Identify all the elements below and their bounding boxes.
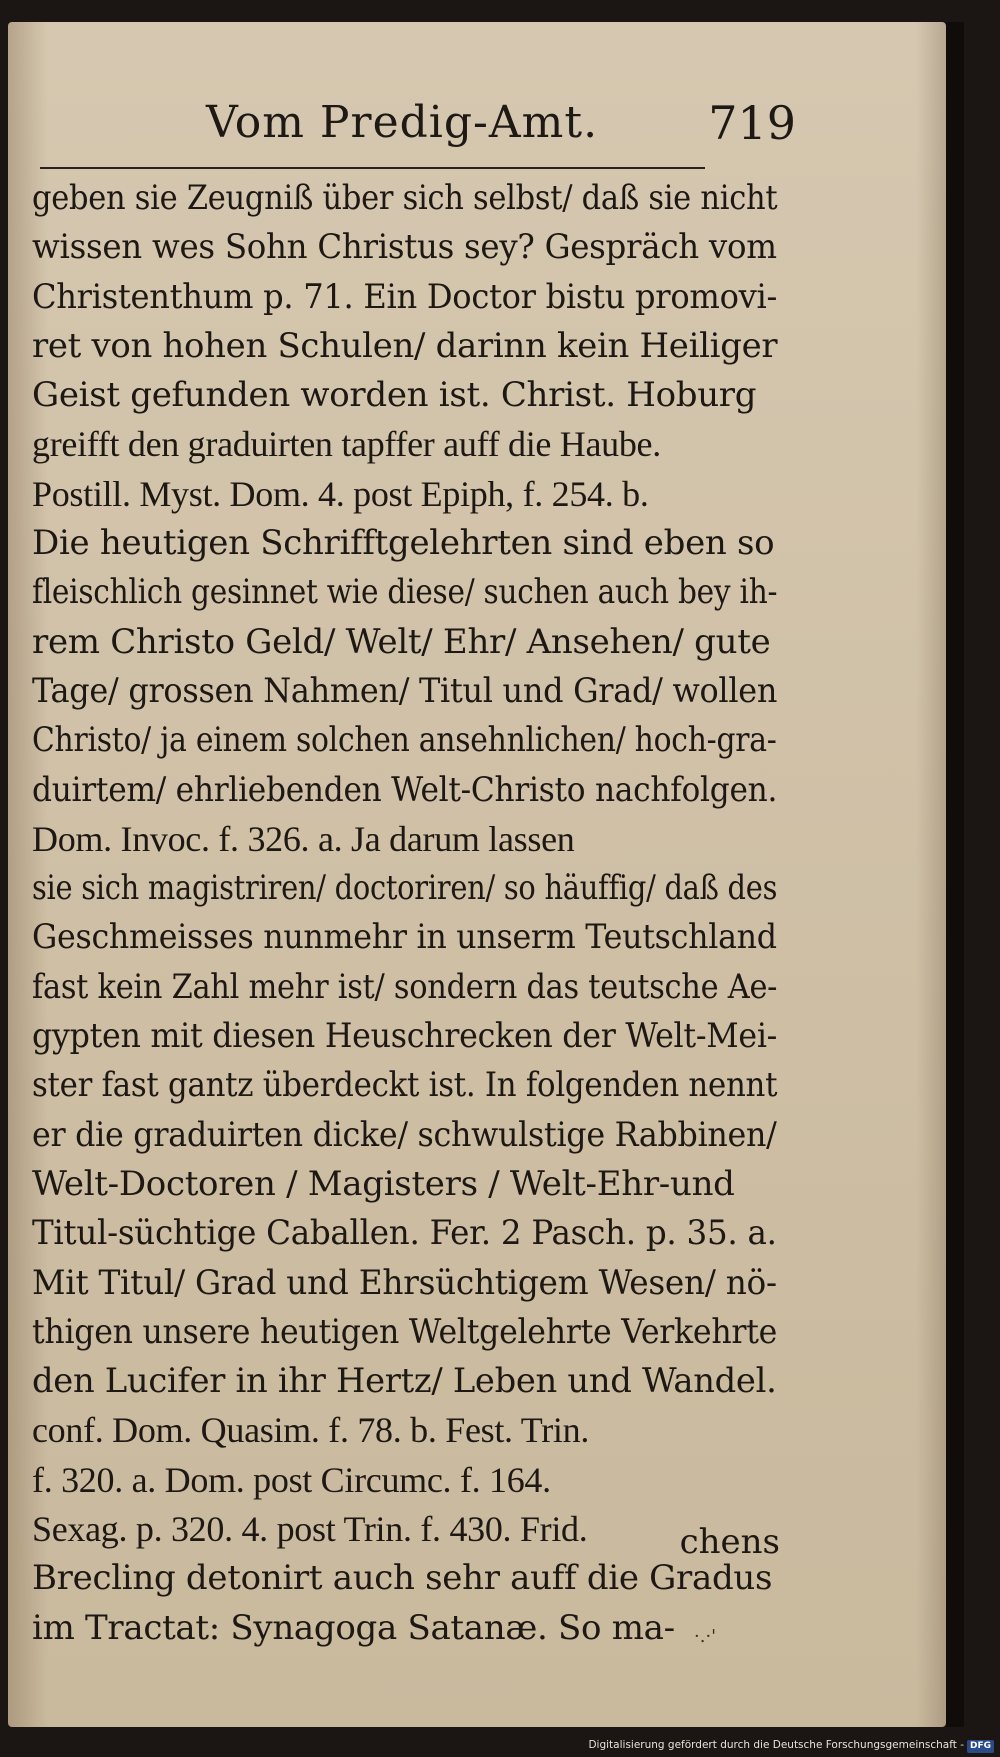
text-line: Titul-süchtige Caballen. Fer. 2 Pasch. p. 35. a. [32,1213,777,1254]
text-line: geben sie Zeugniß über sich selbst/ daß sie nicht [32,178,778,218]
body-text [32,174,777,1653]
text-line: im Tractat: Synagoga Satanæ. So ma- [32,1607,675,1648]
text-line: ster fast gantz überdeckt ist. In folgenden nennt [32,1065,778,1106]
dfg-logo: DFG [967,1740,994,1753]
ink-mark: ·.·' [694,1626,717,1647]
text-line: Mit Titul/ Grad und Ehrsüchtigem Wesen/ nö- [32,1262,777,1303]
text-line: duirtem/ ehrliebenden Welt-Christo nachfolgen. [32,769,778,810]
text-line: ret von hohen Schulen/ darinn kein Heiliger [32,325,778,366]
text-line: wissen wes Sohn Christus sey? Gespräch vom [32,227,777,268]
text-line: thigen unsere heutigen Weltgelehrte Verkehrte [32,1311,778,1352]
text-line: Tage/ grossen Nahmen/ Titul und Grad/ wollen [32,670,778,711]
text-line: Sexag. p. 320. 4. post Trin. f. 430. Frid. [32,1509,588,1550]
digitization-credit [588,1735,994,1755]
catchword: chens [679,1522,780,1562]
text-line: greifft den graduirten tapffer auff die Haube. [32,424,661,465]
text-line: gypten mit diesen Heuschrecken der Welt-Mei- [32,1016,778,1057]
text-line: Dom. Invoc. f. 326. a. Ja darum lassen [32,818,575,859]
text-line: den Lucifer in ihr Hertz/ Leben und Wandel. [32,1361,777,1402]
page-edge-shadow [946,22,964,1727]
text-line: fleischlich gesinnet wie diese/ suchen auch bey ih- [32,572,778,613]
text-line: Christo/ ja einem solchen ansehnlichen/ hoch-gra- [32,720,777,761]
text-line: Welt-Doctoren / Magisters / Welt-Ehr-und [32,1163,735,1204]
book-page [8,22,946,1727]
page-number: 719 [708,96,796,150]
text-line: f. 320. a. Dom. post Circumc. f. 164. [32,1459,551,1500]
text-line: fast kein Zahl mehr ist/ sondern das teutsche Ae- [32,966,778,1007]
text-line: rem Christo Geld/ Welt/ Ehr/ Ansehen/ gute [32,621,771,662]
text-line: conf. Dom. Quasim. f. 78. b. Fest. Trin. [32,1410,590,1451]
text-line: Postill. Myst. Dom. 4. post Epiph, f. 254. b. [32,473,649,514]
header-rule [40,167,705,169]
text-line: Geist gefunden worden ist. Christ. Hoburg [32,375,757,416]
text-line: er die graduirten dicke/ schwulstige Rabbinen/ [32,1114,777,1155]
text-line: Brecling detonirt auch sehr auff die Gradus [32,1558,773,1599]
running-title: Vom Predig-Amt. [206,97,599,148]
text-line: sie sich magistriren/ doctoriren/ so häuffig/ daß des [32,868,778,909]
text-line: Geschmeisses nunmehr in unserm Teutschland [32,917,777,958]
credit-text: Digitalisierung gefördert durch die Deutsche Forschungsgemeinschaft - [588,1739,964,1751]
text-line: Christenthum p. 71. Ein Doctor bistu promovi- [32,276,778,317]
text-line: Die heutigen Schrifftgelehrten sind eben so [32,523,775,564]
